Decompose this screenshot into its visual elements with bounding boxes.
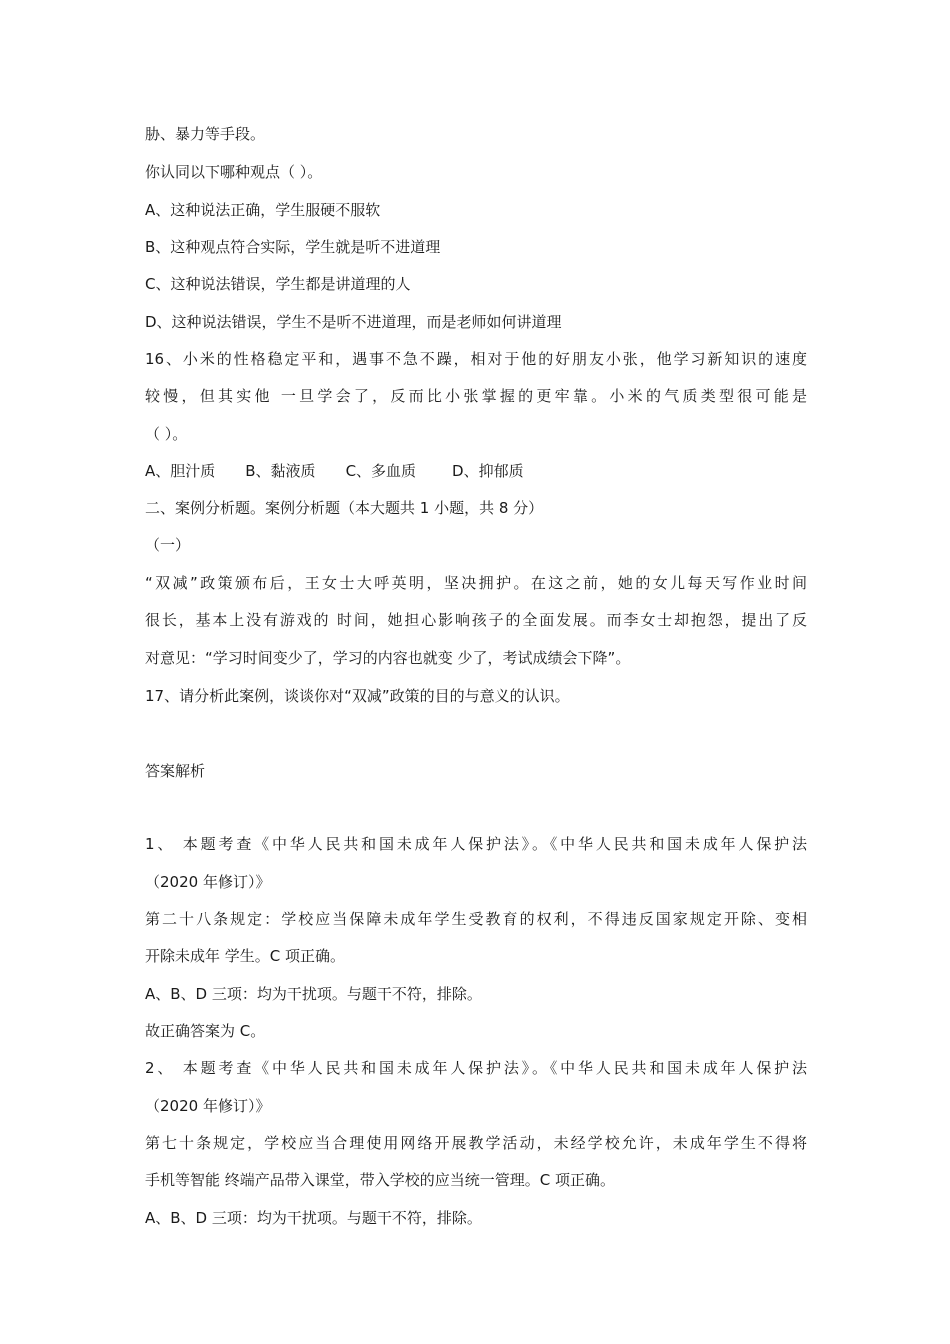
q16-line-3: （ ）。 <box>145 425 188 443</box>
a1-line-3: 第二十八条规定：学校应当保障未成年学生受教育的权利，不得违反国家规定开除、变相 <box>145 910 807 928</box>
a1-line-6: 故正确答案为 C。 <box>145 1022 266 1040</box>
q16-option-a: A、胆汁质 <box>145 462 216 480</box>
q16-line-2: 较慢，但其实他 一旦学会了，反而比小张掌握的更牢靠。小米的气质类型很可能是 <box>145 387 807 405</box>
q16-option-b: B、黏液质 <box>245 462 316 480</box>
q15-option-d: D、这种说法错误，学生不是听不进道理，而是老师如何讲道理 <box>145 313 562 331</box>
a1-line-4: 开除未成年 学生。C 项正确。 <box>145 947 346 965</box>
q15-option-c: C、这种说法错误，学生都是讲道理的人 <box>145 275 411 293</box>
answer-heading: 答案解析 <box>145 762 206 780</box>
q15-option-a: A、这种说法正确，学生服硬不服软 <box>145 201 381 219</box>
a2-line-3: 第七十条规定，学校应当合理使用网络开展教学活动，未经学校允许，未成年学生不得将 <box>145 1134 807 1152</box>
q15-prompt: 你认同以下哪种观点（ ）。 <box>145 163 323 181</box>
case-line-3: 对意见：“学习时间变少了，学习的内容也就变 少了，考试成绩会下降”。 <box>145 649 631 667</box>
a2-line-4: 手机等智能 终端产品带入课堂，带入学校的应当统一管理。C 项正确。 <box>145 1171 616 1189</box>
a2-line-2: （2020 年修订）》 <box>145 1097 271 1115</box>
a1-line-5: A、B、D 三项：均为干扰项。与题干不符，排除。 <box>145 985 482 1003</box>
case-label: （一） <box>145 536 191 554</box>
case-line-2: 很长，基本上没有游戏的 时间，她担心影响孩子的全面发展。而李女士却抱怨，提出了反 <box>145 611 807 629</box>
section2-title: 二、案例分析题。案例分析题（本大题共 1 小题，共 8 分） <box>145 499 544 517</box>
q16-option-d: D、抑郁质 <box>452 462 524 480</box>
q16-options <box>145 461 524 481</box>
q15-tail: 胁、暴力等手段。 <box>145 125 266 143</box>
a2-line-1: 2、 本题考查《中华人民共和国未成年人保护法》。《中华人民共和国未成年人保护法 <box>145 1059 807 1077</box>
q15-option-b: B、这种观点符合实际，学生就是听不进道理 <box>145 238 441 256</box>
q16-option-c: C、多血质 <box>345 462 417 480</box>
a2-line-5: A、B、D 三项：均为干扰项。与题干不符，排除。 <box>145 1209 482 1227</box>
case-line-1: “双减”政策颁布后，王女士大呼英明，坚决拥护。在这之前，她的女儿每天写作业时间 <box>145 574 807 592</box>
q17: 17、请分析此案例，谈谈你对“双减”政策的目的与意义的认识。 <box>145 687 570 705</box>
a1-line-2: （2020 年修订）》 <box>145 873 271 891</box>
a1-line-1: 1、 本题考查《中华人民共和国未成年人保护法》。《中华人民共和国未成年人保护法 <box>145 835 807 853</box>
q16-line-1: 16、小米的性格稳定平和，遇事不急不躁，相对于他的好朋友小张，他学习新知识的速度 <box>145 350 807 368</box>
